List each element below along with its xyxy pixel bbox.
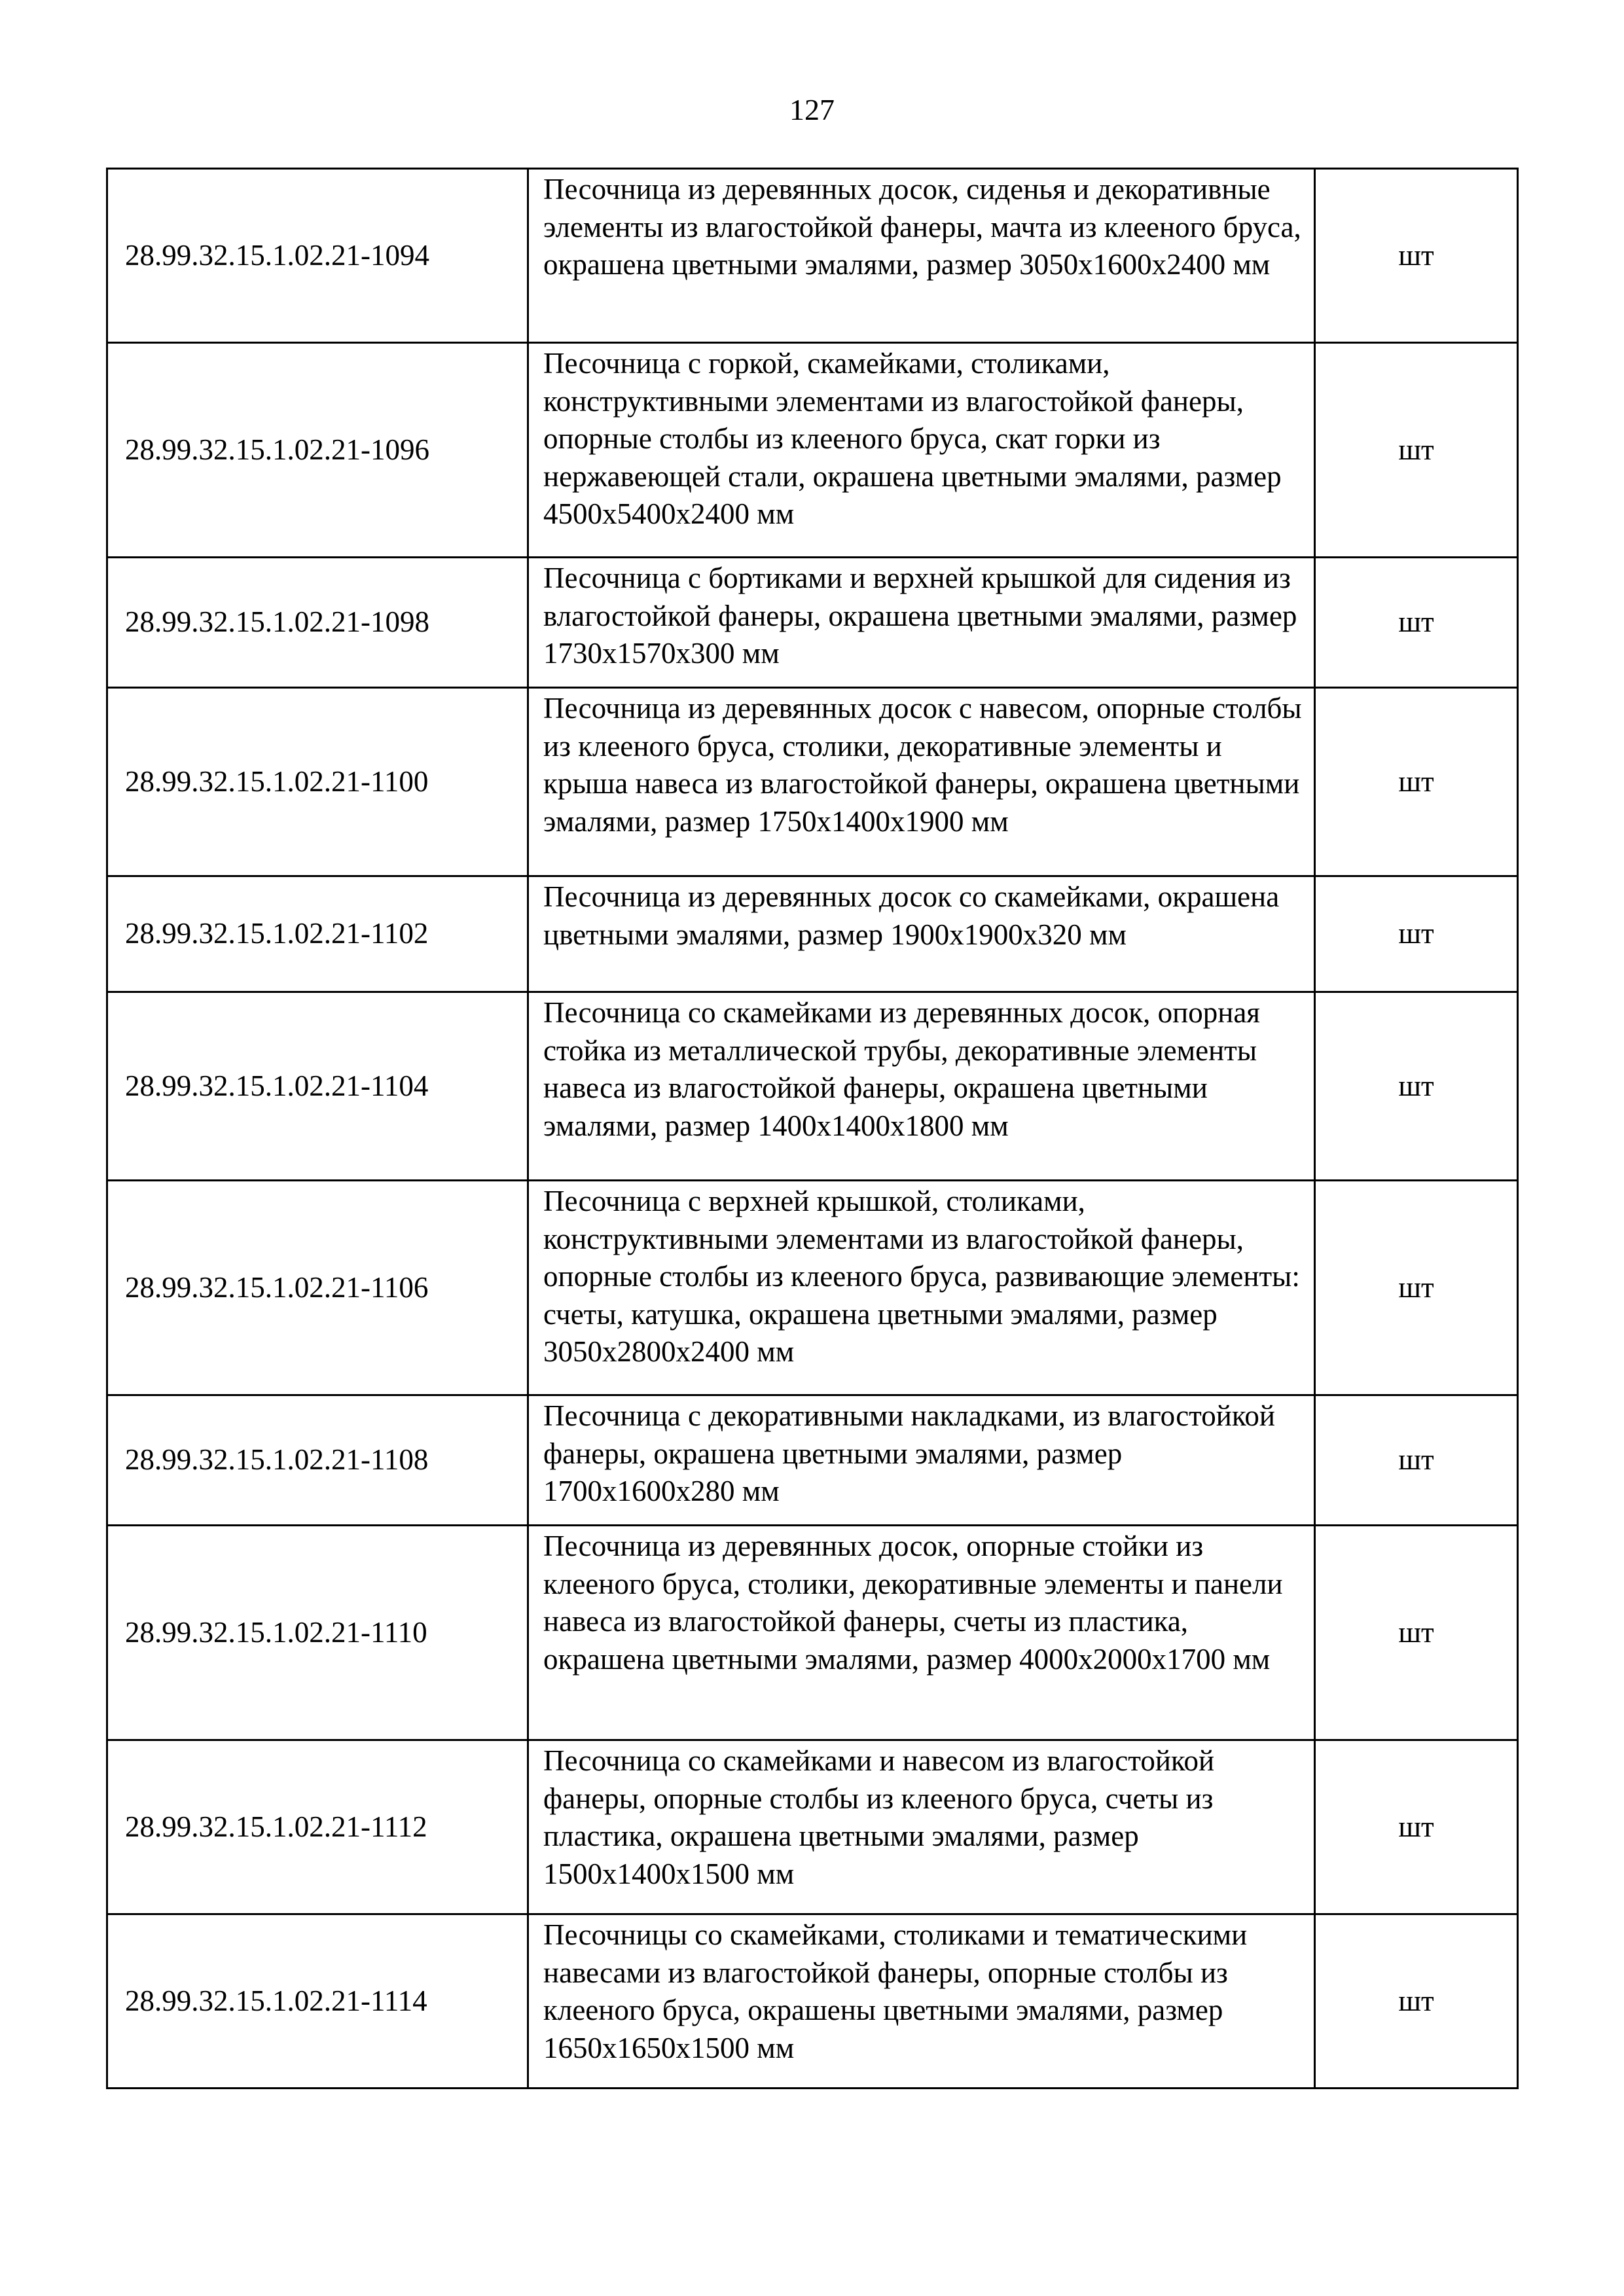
table-row xyxy=(107,1181,1518,1395)
item-description: Песочница из деревянных досок со скамейками, окрашена цветными эмалями, размер 1900х1900х320 мм xyxy=(528,876,1315,992)
table-row xyxy=(107,343,1518,558)
item-description: Песочница со скамейками и навесом из влагостойкой фанеры, опорные столбы из клееного бруса, счеты из пластика, окрашена цветными эмалями, размер 1500х1400х1500 мм xyxy=(528,1740,1315,1914)
item-description: Песочница с верхней крышкой, столиками, конструктивными элементами из влагостойкой фанеры, опорные столбы из клееного бруса, развивающие элементы: счеты, катушка, окрашена цветными эмалями, размер 3050х2800х2400 мм xyxy=(528,1181,1315,1395)
table-row xyxy=(107,169,1518,343)
item-code: 28.99.32.15.1.02.21-1106 xyxy=(107,1181,528,1395)
item-code: 28.99.32.15.1.02.21-1112 xyxy=(107,1740,528,1914)
item-unit: шт xyxy=(1315,688,1518,876)
item-description: Песочница из деревянных досок с навесом, опорные столбы из клееного бруса, столики, декоративные элементы и крыша навеса из влагостойкой фанеры, окрашена цветными эмалями, размер 1750х1400х1900 мм xyxy=(528,688,1315,876)
item-unit: шт xyxy=(1315,558,1518,688)
item-description: Песочница со скамейками из деревянных досок, опорная стойка из металлической трубы, декоративные элементы навеса из влагостойкой фанеры, окрашена цветными эмалями, размер 1400х1400х1800 мм xyxy=(528,992,1315,1181)
price-table xyxy=(106,168,1519,2089)
table-row xyxy=(107,1395,1518,1526)
page-number: 127 xyxy=(789,93,835,126)
table-row xyxy=(107,688,1518,876)
item-unit: шт xyxy=(1315,1740,1518,1914)
item-unit: шт xyxy=(1315,343,1518,558)
table-row xyxy=(107,1740,1518,1914)
item-description: Песочницы со скамейками, столиками и тематическими навесами из влагостойкой фанеры, опорные столбы из клееного бруса, окрашены цветными эмалями, размер 1650х1650х1500 мм xyxy=(528,1914,1315,2089)
item-code: 28.99.32.15.1.02.21-1110 xyxy=(107,1526,528,1740)
item-description: Песочница с декоративными накладками, из влагостойкой фанеры, окрашена цветными эмалями, размер 1700х1600х280 мм xyxy=(528,1395,1315,1526)
item-code: 28.99.32.15.1.02.21-1108 xyxy=(107,1395,528,1526)
item-unit: шт xyxy=(1315,169,1518,343)
item-code: 28.99.32.15.1.02.21-1102 xyxy=(107,876,528,992)
item-unit: шт xyxy=(1315,876,1518,992)
table-row xyxy=(107,876,1518,992)
item-description: Песочница с бортиками и верхней крышкой для сидения из влагостойкой фанеры, окрашена цветными эмалями, размер 1730х1570х300 мм xyxy=(528,558,1315,688)
item-code: 28.99.32.15.1.02.21-1104 xyxy=(107,992,528,1181)
item-code: 28.99.32.15.1.02.21-1096 xyxy=(107,343,528,558)
table-row xyxy=(107,558,1518,688)
item-unit: шт xyxy=(1315,992,1518,1181)
table-row xyxy=(107,1914,1518,2089)
item-unit: шт xyxy=(1315,1395,1518,1526)
item-code: 28.99.32.15.1.02.21-1094 xyxy=(107,169,528,343)
item-description: Песочница с горкой, скамейками, столиками, конструктивными элементами из влагостойкой фанеры, опорные столбы из клееного бруса, скат горки из нержавеющей стали, окрашена цветными эмалями, размер 4500х5400х2400 мм xyxy=(528,343,1315,558)
item-description: Песочница из деревянных досок, опорные стойки из клееного бруса, столики, декоративные элементы и панели навеса из влагостойкой фанеры, счеты из пластика, окрашена цветными эмалями, размер 4000х2000х1700 мм xyxy=(528,1526,1315,1740)
item-code: 28.99.32.15.1.02.21-1098 xyxy=(107,558,528,688)
table-row xyxy=(107,1526,1518,1740)
item-unit: шт xyxy=(1315,1181,1518,1395)
item-unit: шт xyxy=(1315,1914,1518,2089)
item-code: 28.99.32.15.1.02.21-1114 xyxy=(107,1914,528,2089)
item-description: Песочница из деревянных досок, сиденья и декоративные элементы из влагостойкой фанеры, мачта из клееного бруса, окрашена цветными эмалями, размер 3050х1600х2400 мм xyxy=(528,169,1315,343)
item-unit: шт xyxy=(1315,1526,1518,1740)
table-row xyxy=(107,992,1518,1181)
item-code: 28.99.32.15.1.02.21-1100 xyxy=(107,688,528,876)
